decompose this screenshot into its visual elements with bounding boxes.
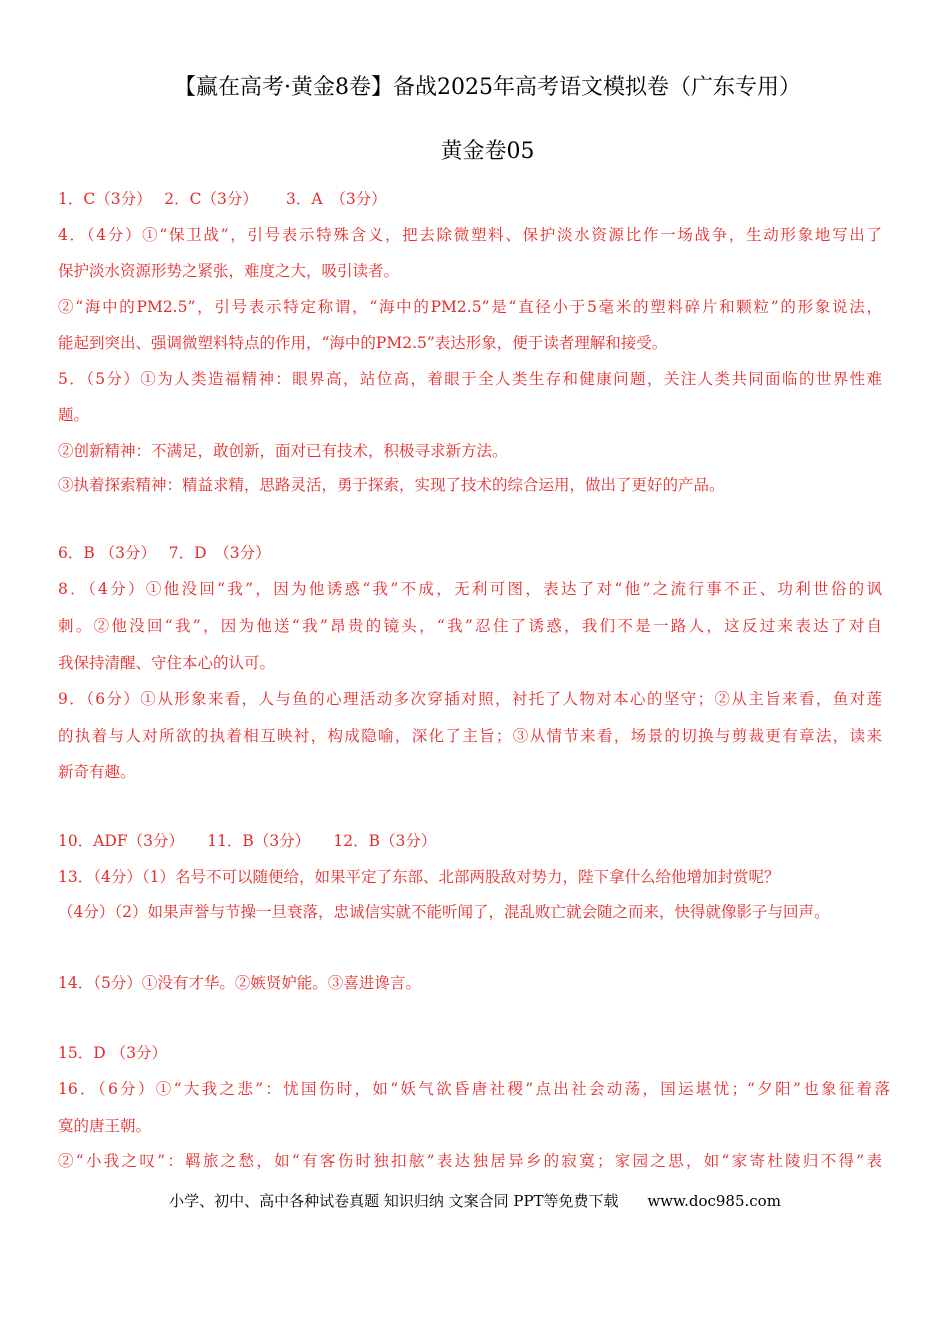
document-title: 【赢在高考·黄金8卷】备战2025年高考语文模拟卷（广东专用）	[174, 75, 801, 100]
answer-line: 题。	[58, 406, 90, 424]
answer-line: 1．C（3分） 2．C（3分） 3．A （3分）	[58, 190, 387, 208]
answer-line: ②“海中的PM2.5”，引号表示特定称谓，“海中的PM2.5”是“直径小于5毫米的塑料碎片和颗粒”的形象说法，	[58, 298, 882, 316]
answer-line: 5．（5分）①为人类造福精神：眼界高，站位高，着眼于全人类生存和健康问题，关注人类共同面临的世界性难	[58, 370, 882, 388]
footer-text: 小学、初中、高中各种试卷真题 知识归纳 文案合同 PPT等免费下载	[169, 1192, 619, 1210]
answer-line: 保护淡水资源形势之紧张，难度之大，吸引读者。	[58, 262, 400, 280]
answer-line: 新奇有趣。	[58, 763, 136, 781]
answer-line: 8．（4分）①他没回“我”，因为他诱惑“我”不成，无利可图，表达了对“他”之流行事不正、功利世俗的讽	[58, 580, 882, 598]
footer-link[interactable]: www.doc985.com	[647, 1192, 781, 1210]
answer-line: ②创新精神：不满足，敢创新，面对已有技术，积极寻求新方法。	[58, 442, 508, 460]
answer-line: 我保持清醒、守住本心的认可。	[58, 654, 276, 672]
answer-line: 14．（5分）①没有才华。②嫉贤妒能。③喜进谗言。	[58, 974, 421, 992]
answer-line: 13．（4分）（1）名号不可以随便给，如果平定了东部、北部两股敌对势力，陛下拿什么给他增加封赏呢？	[58, 868, 780, 886]
answer-line: 9．（6分）①从形象来看，人与鱼的心理活动多次穿插对照，衬托了人物对本心的坚守；②从主旨来看，鱼对莲	[58, 690, 882, 708]
answer-line: 能起到突出、强调微塑料特点的作用，“海中的PM2.5”表达形象，便于读者理解和接受。	[58, 334, 668, 352]
answer-line: 寞的唐王朝。	[58, 1117, 152, 1135]
answer-line: 的执着与人对所欲的执着相互映衬，构成隐喻，深化了主旨；③从情节来看，场景的切换与剪裁更有章法，读来	[58, 727, 882, 745]
answer-line: 4．（4分）①“保卫战”，引号表示特殊含义，把去除微塑料、保护淡水资源比作一场战争，生动形象地写出了	[58, 226, 882, 244]
answer-line: 10．ADF（3分） 11．B（3分） 12．B（3分）	[58, 832, 437, 850]
answer-line: ②“小我之叹”：羁旅之愁，如“有客伤时独扣舷”表达独居异乡的寂寞；家园之思，如“家寄杜陵归不得”表	[58, 1152, 882, 1170]
answer-line: ③执着探索精神：精益求精，思路灵活，勇于探索，实现了技术的综合运用，做出了更好的产品。	[58, 476, 725, 494]
answer-line: 16．（6分）①“大我之悲”：忧国伤时，如“妖气欲昏唐社稷”点出社会动荡，国运堪忧；“夕阳”也象征着落	[58, 1080, 890, 1098]
answer-line: 6．B （3分） 7．D （3分）	[58, 544, 271, 562]
document-subtitle: 黄金卷05	[440, 139, 535, 164]
answer-line: 刺。②他没回“我”，因为他送“我”昂贵的镜头，“我”忍住了诱惑，我们不是一路人，这反过来表达了对自	[58, 617, 882, 635]
answer-line: 15．D （3分）	[58, 1044, 167, 1062]
page-footer	[0, 1190, 950, 1211]
answer-line: （4分）（2）如果声誉与节操一旦衰落，忠诚信实就不能听闻了，混乱败亡就会随之而来，快得就像影子与回声。	[58, 903, 830, 921]
